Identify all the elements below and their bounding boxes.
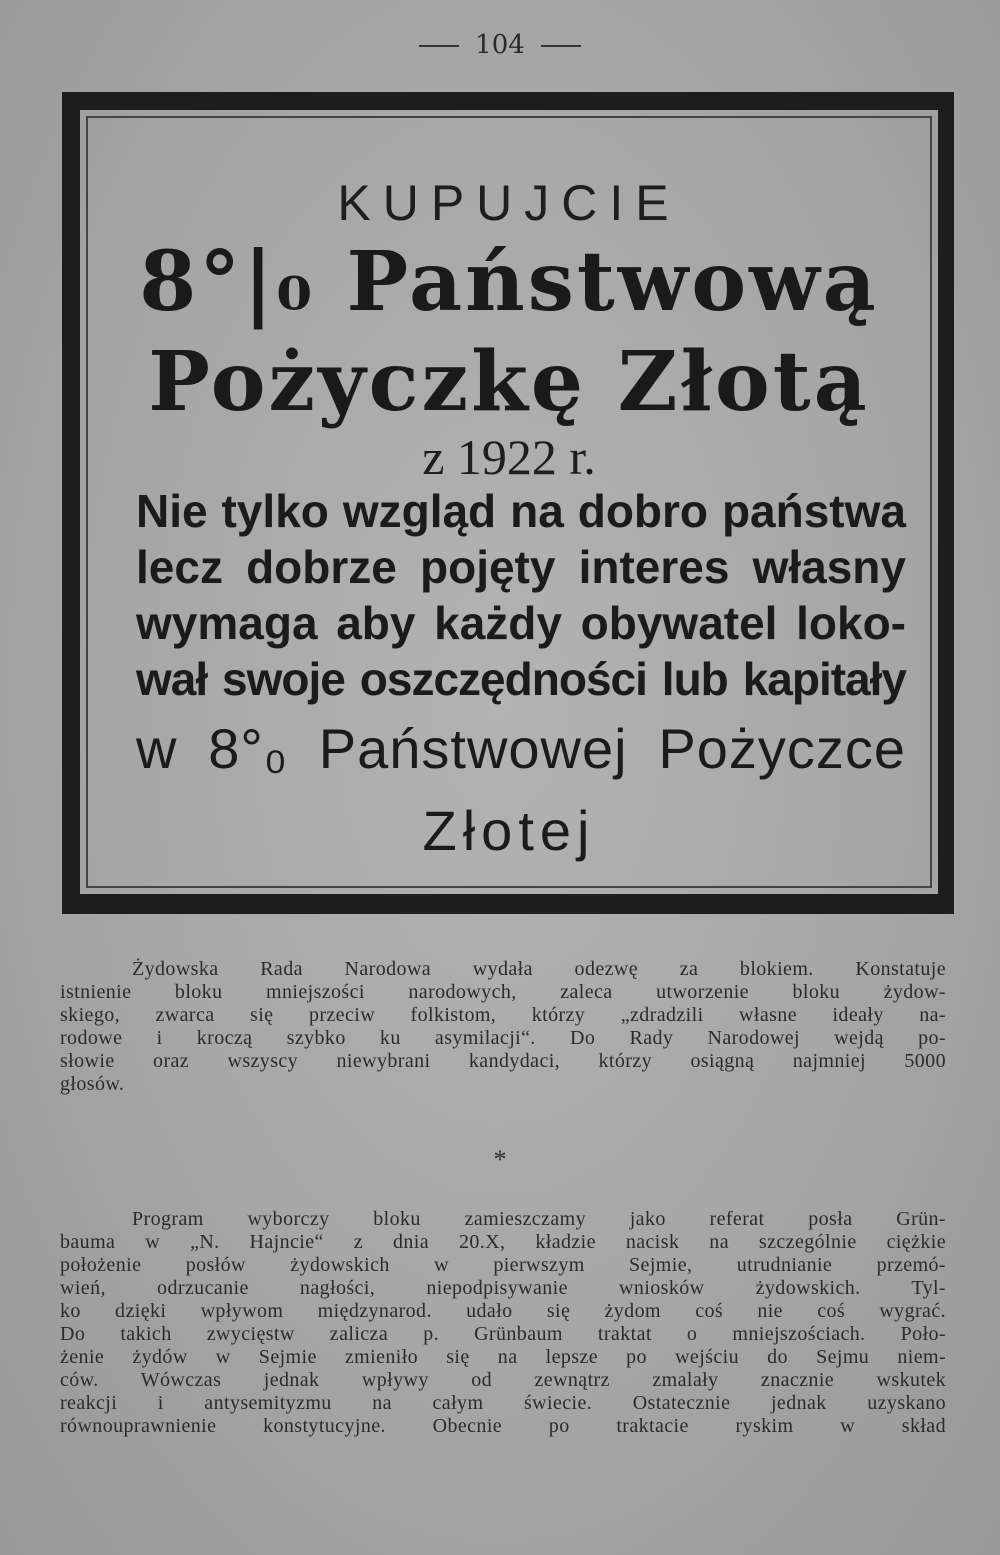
ad-final-line2: Złotej <box>422 799 596 862</box>
page-number-text: 104 <box>475 30 525 60</box>
ad-headline-line2: Pożyczkę Złotą <box>148 334 870 430</box>
section-separator: * <box>493 1145 507 1174</box>
text-line: położenie posłów żydowskich w pierwszym Sejmie, utrudnianie przemó- <box>60 1254 946 1276</box>
text-line: Do takich zwycięstw zalicza p. Grünbaum traktat o mniejszościach. Poło- <box>60 1323 946 1345</box>
ad-body-line: wymaga aby każdy obywatel loko- <box>136 597 906 649</box>
ad-final-line1: w 8°₀ Państwowej Pożyczce <box>136 717 906 780</box>
text-line: słowie oraz wszyscy niewybrani kandydaci, którzy osiągną najmniej 5000 <box>60 1050 946 1072</box>
page-number <box>0 30 1000 60</box>
text-line: reakcji i antysemityzmu na całym świecie. Ostatecznie jednak uzyskano <box>60 1392 946 1414</box>
right-dash <box>541 45 581 47</box>
text-line: ców. Wówczas jednak wpływy od zewnątrz zmalały znacznie wskutek <box>60 1369 946 1391</box>
text-line: Program wyborczy bloku zamieszczamy jako referat posła Grün- <box>132 1208 946 1230</box>
text-line: żenie żydów w Sejmie zmieniło się na lepsze po wejściu do Sejmu niem- <box>60 1346 946 1368</box>
ad-headline-line1: 8°|₀ Państwową <box>139 234 879 330</box>
loan-advertisement <box>62 92 954 914</box>
text-line: rodowe i kroczą szybko ku asymilacji“. Do Rady Narodowej wejdą po- <box>60 1027 946 1049</box>
text-line: równouprawnienie konstytucyjne. Obecnie po traktacie ryskim w skład <box>60 1415 946 1437</box>
text-line: Żydowska Rada Narodowa wydała odezwę za blokiem. Konstatuje <box>132 958 946 980</box>
text-line: wień, odrzucanie nagłości, niepodpisywanie wniosków żydowskich. Tyl- <box>60 1277 946 1299</box>
text-line: głosów. <box>60 1073 125 1095</box>
article-paragraph-2 <box>60 1208 946 1438</box>
ad-body-line: Nie tylko wzgląd na dobro państwa <box>136 485 906 537</box>
ad-body-line: wał swoje oszczędności lub kapitały <box>136 653 906 705</box>
ad-body-line: lecz dobrze pojęty interes własny <box>136 541 906 593</box>
text-line: ko dzięki wpływom międzynarod. udało się żydom coś nie coś wygrać. <box>60 1300 946 1322</box>
left-dash <box>419 45 459 47</box>
text-line: skiego, zwarca się przeciw folkistom, którzy „zdradzili własne ideały na- <box>60 1004 946 1026</box>
ad-kupujcie: KUPUJCIE <box>337 175 681 231</box>
article-paragraph-1 <box>60 958 946 1096</box>
ad-year: z 1922 r. <box>422 429 596 485</box>
text-line: bauma w „N. Hajncie“ z dnia 20.X, kładzie nacisk na szczególnie ciężkie <box>60 1231 946 1253</box>
text-line: istnienie bloku mniejszości narodowych, zaleca utworzenie bloku żydow- <box>60 981 946 1003</box>
